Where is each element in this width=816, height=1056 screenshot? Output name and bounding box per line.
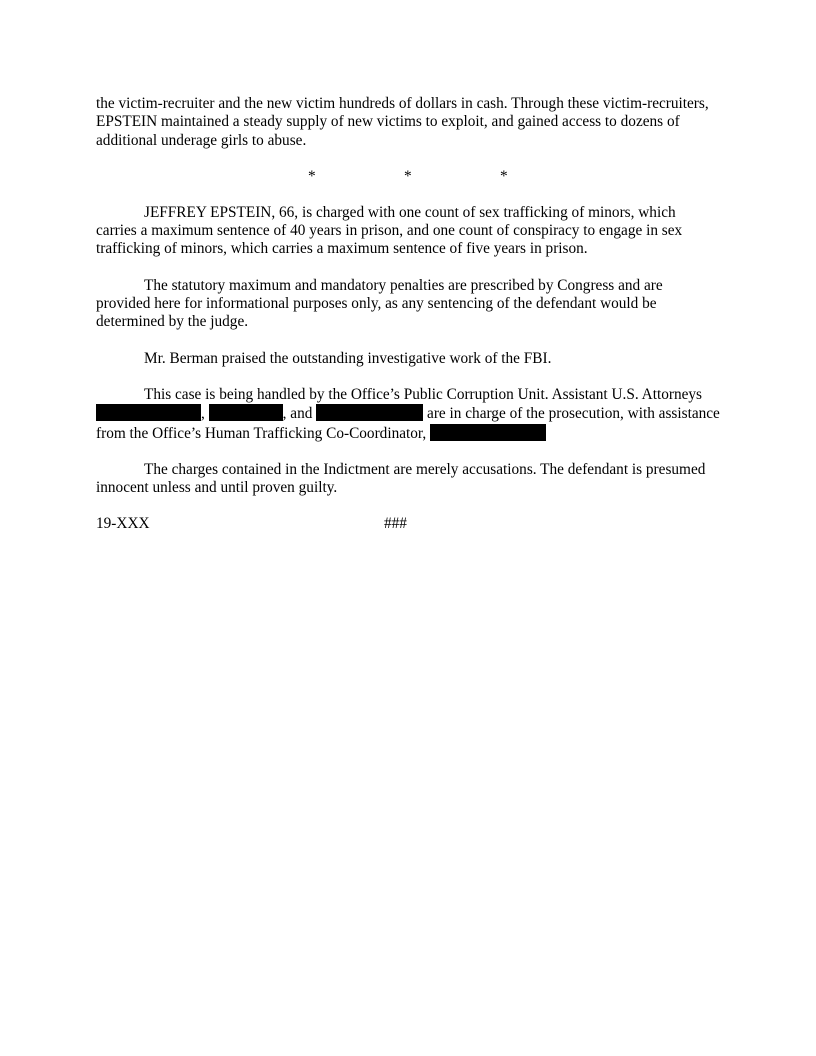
section-break-asterisk: * (404, 167, 412, 185)
paragraph-charges: JEFFREY EPSTEIN, 66, is charged with one count of sex trafficking of minors, which carries a maximum sentence of 40 years in prison, and one count of conspiracy to engage in sex trafficking of minors, which carries a maximum sentence of five years in prison. (96, 203, 683, 258)
redaction-block (316, 404, 423, 421)
paragraph-penalties: The statutory maximum and mandatory penalties are prescribed by Congress and are provided here for informational purposes only, as any sentencing of the defendant would be determined by the judge. (96, 276, 663, 331)
section-break-asterisk: * (308, 167, 316, 185)
redaction-block (430, 424, 546, 441)
section-break (96, 168, 720, 186)
handling-separator: , (201, 405, 209, 423)
paragraph-intro: the victim-recruiter and the new victim hundreds of dollars in cash. Through these victim-recruiters, EPSTEIN maintained a steady supply of new victims to exploit, and gained access to dozens of additional underage girls to abuse. (96, 95, 709, 149)
paragraph-presumption: The charges contained in the Indictment are merely accusations. The defendant is presumed innocent unless and until proven guilty. (96, 460, 706, 497)
handling-text-1: This case is being handled by the Office’s Public Corruption Unit. Assistant U.S. Attorneys (144, 385, 702, 403)
paragraph-handling (96, 386, 720, 443)
redaction-block (209, 404, 283, 421)
release-number: 19-XXX (96, 515, 150, 533)
handling-text-2: are in charge of the prosecution, with assistance from the Office’s Human Trafficking Co-Coordinator, (96, 405, 720, 442)
handling-separator: , and (282, 405, 317, 423)
paragraph-praise: Mr. Berman praised the outstanding investigative work of the FBI. (144, 349, 552, 367)
document-body (96, 95, 720, 533)
document-footer (96, 515, 720, 533)
end-mark: ### (384, 515, 407, 533)
section-break-asterisk: * (500, 167, 508, 185)
redaction-block (96, 404, 201, 421)
